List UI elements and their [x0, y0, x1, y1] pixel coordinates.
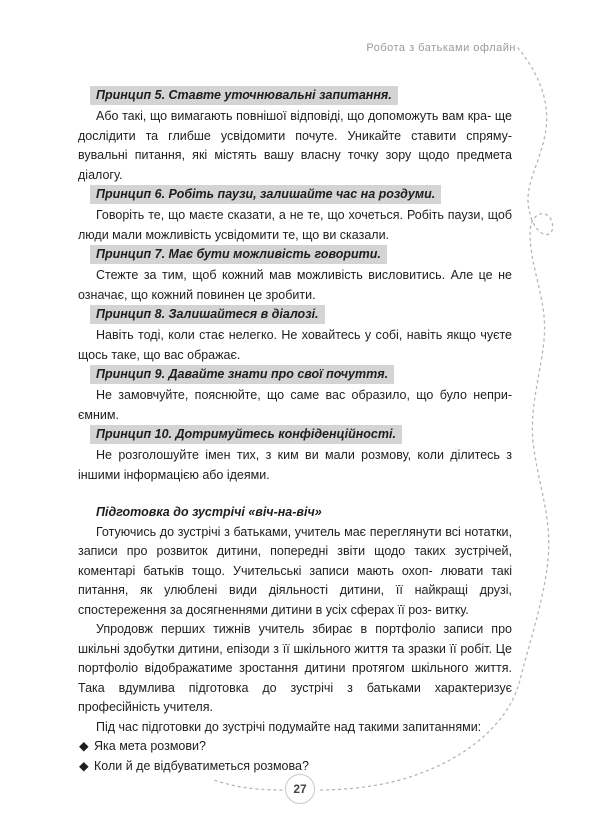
meeting-paragraph-3: Під час підготовки до зустрічі подумайте над такими запитаннями:	[96, 719, 482, 734]
principle-10-body: Не розголошуйте імен тих, з ким ви мали розмову, коли ділитесь з іншими інформацією або ідеями.	[78, 448, 512, 482]
diamond-bullet-icon: ◆	[79, 739, 89, 753]
principle-8-heading: Принцип 8. Залишайтеся в діалозі.	[90, 305, 325, 324]
principle-7-body: Стежте за тим, щоб кожний мав можливість висловитись. Але це не означає, що кожний повинен це зробити.	[78, 268, 512, 302]
principle-5-heading: Принцип 5. Ставте уточнювальні запитання.	[90, 86, 398, 105]
principle-8-body: Навіть тоді, коли стає нелегко. Не ховайтесь у собі, навіть якщо чуєте щось таке, що вас ображає.	[78, 328, 512, 362]
list-item: ◆ Коли й де відбуватиметься розмова?	[78, 757, 512, 777]
question-list	[78, 737, 512, 776]
principle-9-heading: Принцип 9. Давайте знати про свої почуття.	[90, 365, 394, 384]
list-item: ◆ Яка мета розмови?	[78, 737, 512, 757]
page-content	[78, 86, 512, 776]
meeting-paragraph-2: Упродовж перших тижнів учитель збирає в портфоліо записи про шкільні здобутки дитини, епізоди з її шкільного життя та зразки її робіт. Це портфоліо відображатиме зростання дитини протягом шкільного життя. Така вдумлива підготовка до зустрічі з батьками характеризує професійність учителя.	[78, 622, 512, 714]
principle-6-body: Говоріть те, що маєте сказати, а не те, що хочеться. Робіть паузи, щоб люди мали можливість усвідомити те, що ви сказали.	[78, 208, 512, 242]
principle-6-heading: Принцип 6. Робіть паузи, залишайте час на роздуми.	[90, 185, 441, 204]
diamond-bullet-icon: ◆	[79, 758, 89, 773]
running-header: Робота з батьками офлайн	[366, 42, 516, 54]
principle-5-body: Або такі, що вимагають повнішої відповіді, що допоможуть вам кра- ще дослідити та глибше усвідомити почуте. Уникайте ставити спряму- вувальні питання, які містять вашу власну точку зору щодо предмета діалогу.	[78, 109, 512, 182]
principle-9-body: Не замовчуйте, пояснюйте, що саме вас образило, що було непри- ємним.	[78, 388, 512, 422]
principle-7-heading: Принцип 7. Має бути можливість говорити.	[90, 245, 387, 264]
meeting-paragraph-1: Готуючись до зустрічі з батьками, учитель має переглянути всі нотатки, записи про розвиток дитини, попередні звіти щодо таких зустрічей, коментарі батьків тощо. Учительські записи мають охоп- лювати такі питання, як улюблені види діяльності дитини, її найкращі друзі, спостереження за досягненнями дитини в усіх сферах її роз- витку.	[78, 524, 512, 617]
principle-10-heading: Принцип 10. Дотримуйтесь конфіденційності.	[90, 425, 402, 444]
page-number: 27	[285, 774, 315, 804]
meeting-preparation-heading: Підготовка до зустрічі «віч-на-віч»	[96, 505, 322, 519]
